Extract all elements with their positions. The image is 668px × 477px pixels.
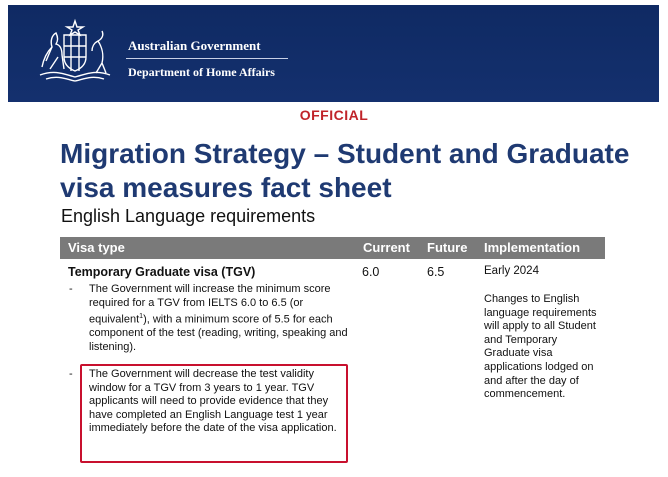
header-current: Current xyxy=(363,240,410,255)
bullet-dash: - xyxy=(69,283,73,295)
header-future: Future xyxy=(427,240,468,255)
coat-of-arms-icon xyxy=(36,17,114,85)
bullet-text-continued: ), with a minimum score of 5.5 for each component of the test (reading, writing, speaking and listening). xyxy=(89,313,348,354)
implementation-date-cell: Early 2024 xyxy=(484,265,539,277)
implementation-note: Changes to English language requirements will apply to all Student and Temporary Graduate visa applications lodged on and after the day of commencement. xyxy=(484,293,597,401)
highlight-box xyxy=(80,364,348,463)
bullet-dash: - xyxy=(69,368,73,380)
document-subtitle: English Language requirements xyxy=(61,206,316,226)
footnote-marker: 1 xyxy=(139,313,144,321)
future-score-cell: 6.5 xyxy=(427,265,445,279)
government-banner xyxy=(8,5,659,102)
header-visa-type: Visa type xyxy=(68,240,125,255)
visa-type-cell: Temporary Graduate visa (TGV) xyxy=(68,265,256,279)
bullet-validity-window: The Government will decrease the test validity window for a TGV from 3 years to 1 year. TGV applicants will need to provide evidence that they have completed an English Language test 1 year immediately before the date of the visa application. xyxy=(89,368,337,435)
department-name: Department of Home Affairs xyxy=(128,65,275,79)
current-score-cell: 6.0 xyxy=(362,265,380,279)
header-divider xyxy=(126,58,288,59)
table-header-row xyxy=(60,237,605,259)
classification-label: OFFICIAL xyxy=(299,107,369,123)
bullet-text: The Government will increase the minimum score required for a TGV from IELTS 6.0 to 6.5 (or equivalent xyxy=(89,283,331,326)
government-name: Australian Government xyxy=(128,38,261,53)
bullet-score-increase xyxy=(89,283,351,355)
document-title: Migration Strategy – Student and Graduate visa measures fact sheet xyxy=(60,138,630,203)
header-implementation: Implementation xyxy=(484,240,581,255)
